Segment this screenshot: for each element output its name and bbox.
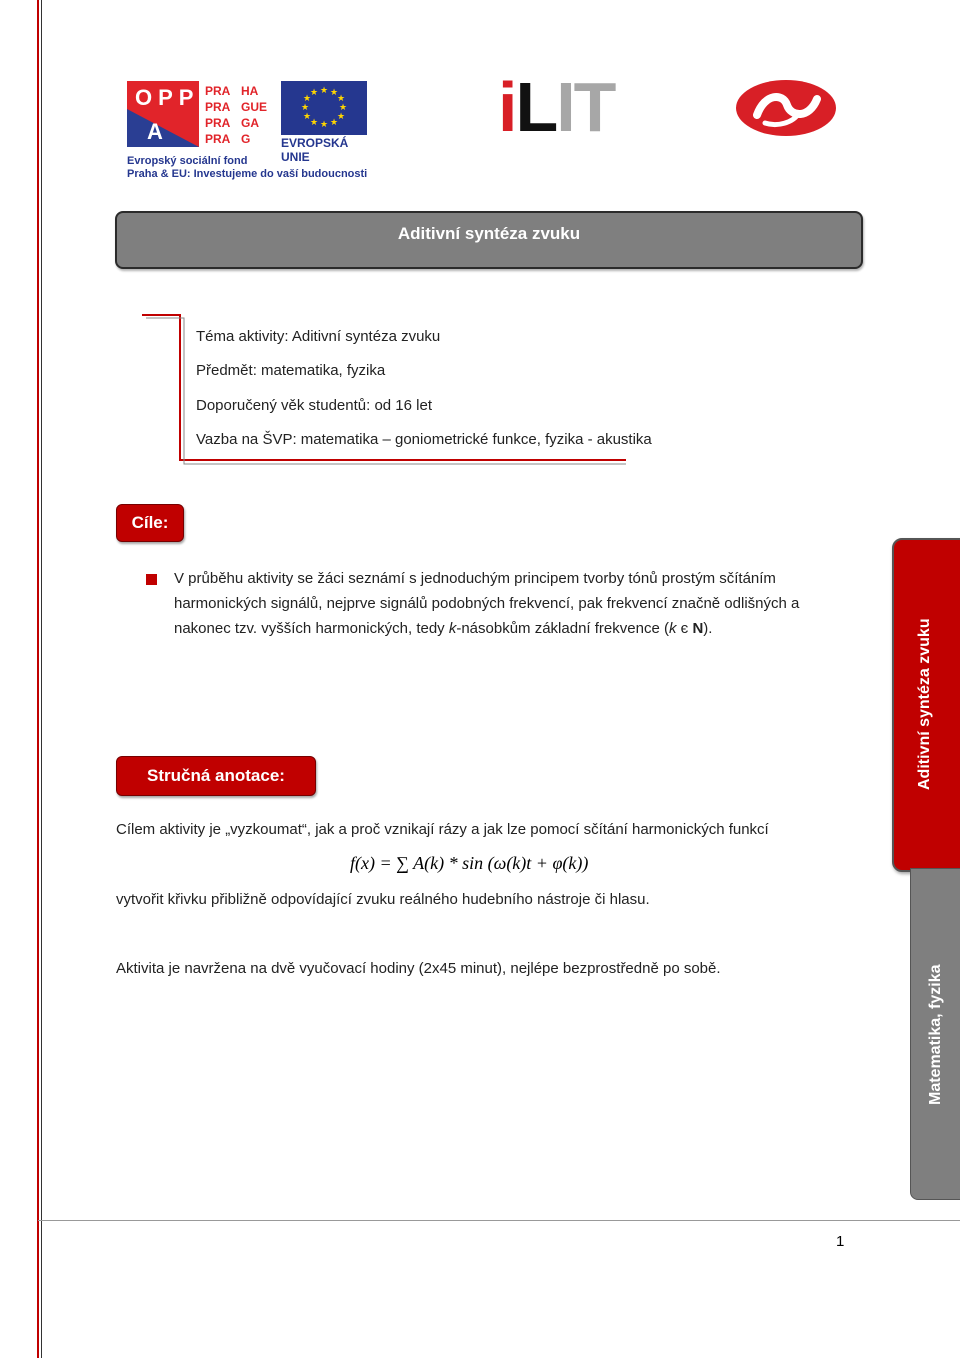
anotace-label: Stručná anotace: [116, 756, 316, 796]
svg-text:★: ★ [302, 112, 312, 122]
eu-label: EVROPSKÁ UNIE [281, 136, 349, 164]
cile-n: N [692, 620, 704, 637]
svg-text:★: ★ [336, 112, 346, 122]
cile-paragraph [174, 566, 874, 641]
page-title-banner: Aditivní syntéza zvuku [115, 211, 863, 269]
anotace-line-1: Cílem aktivity je „vyzkoumat“, jak a proč vznikají rázy a jak lze pomocí sčítání harmonických funkcí [116, 821, 769, 838]
side-tab-title-text: Aditivní syntéza zvuku [916, 618, 933, 790]
svg-text:★: ★ [309, 88, 319, 98]
oppa-blue-triangle [127, 109, 199, 147]
info-tema: Téma aktivity: Aditivní syntéza zvuku [196, 328, 441, 345]
svg-text:★: ★ [336, 94, 346, 104]
praha-wordmark [205, 81, 273, 147]
side-tab-title [892, 538, 960, 872]
cile-line-3d: ). [703, 620, 713, 637]
praha-line: G [241, 132, 251, 146]
svg-text:★: ★ [329, 118, 339, 128]
praha-line: HA [241, 84, 259, 98]
oppa-letters: OPP [135, 85, 199, 110]
anotace-line-2: vytvořit křivku přibližně odpovídající zvuku reálného hudebního nástroje či hlasu. [116, 891, 650, 908]
svg-text:★: ★ [300, 103, 310, 113]
praha-line: PRA [205, 132, 231, 146]
side-tab-subjects-text: Matematika, fyzika [927, 964, 944, 1105]
margin-line-red [37, 0, 39, 1358]
ilit-it: IT [556, 68, 615, 146]
page-number: 1 [836, 1233, 845, 1250]
svg-text:★: ★ [309, 118, 319, 128]
praha-line: GA [241, 116, 259, 130]
footer-divider [38, 1220, 960, 1221]
ilit-l: L [515, 68, 557, 146]
ilit-i: i [498, 68, 516, 146]
cile-line-3c: є [676, 620, 693, 637]
oppa-logo [127, 81, 367, 181]
oppa-red-block [127, 81, 199, 147]
cile-line-1: V průběhu aktivity se žáci seznámí s jednoduchým principem tvorby tónů prostým sčítáním [174, 570, 776, 587]
svg-text:★: ★ [319, 120, 329, 130]
svg-text:★: ★ [329, 88, 339, 98]
info-predmet: Předmět: matematika, fyzika [196, 362, 386, 379]
info-vek: Doporučený věk studentů: od 16 let [196, 397, 432, 414]
svg-text:★: ★ [338, 103, 348, 113]
formula: f(x) = ∑ A(k) * sin (ω(k)t + φ(k)) [350, 853, 589, 873]
eu-flag [281, 81, 367, 135]
esf-line-1: Evropský sociální fond [127, 155, 248, 167]
info-vazba: Vazba na ŠVP: matematika – goniometrické funkce, fyzika - akustika [196, 431, 652, 448]
svg-text:★: ★ [319, 86, 329, 96]
red-circle-logo-icon [735, 79, 837, 137]
side-tab-subjects [910, 868, 960, 1200]
cile-line-3a: nakonec tzv. vyšších harmonických, tedy [174, 620, 449, 637]
oppa-letter-a: A [147, 119, 163, 144]
ilit-logo [498, 68, 615, 146]
praha-line: PRA [205, 116, 231, 130]
esf-line-2: Praha & EU: Investujeme do vaší budoucnosti [127, 168, 368, 180]
cile-line-2: harmonických signálů, nejprve signálů podobných frekvencí, pak frekvencí značně odlišných a [174, 595, 800, 612]
margin-line-dark [41, 0, 42, 1358]
svg-text:★: ★ [302, 94, 312, 104]
eu-stars-icon [281, 81, 367, 135]
cile-line-3b: -násobkům základní frekvence ( [456, 620, 669, 637]
praha-line: PRA [205, 100, 231, 114]
bullet-square-icon [146, 574, 157, 585]
anotace-line-3: Aktivita je navržena na dvě vyučovací hodiny (2x45 minut), nejlépe bezprostředně po sobě. [116, 960, 721, 977]
cile-line-3 [174, 616, 874, 641]
praha-line: GUE [241, 100, 268, 114]
cile-label: Cíle: [116, 504, 184, 542]
cile-k2: k [668, 620, 677, 637]
cile-k: k [448, 620, 457, 637]
praha-line: PRA [205, 84, 231, 98]
